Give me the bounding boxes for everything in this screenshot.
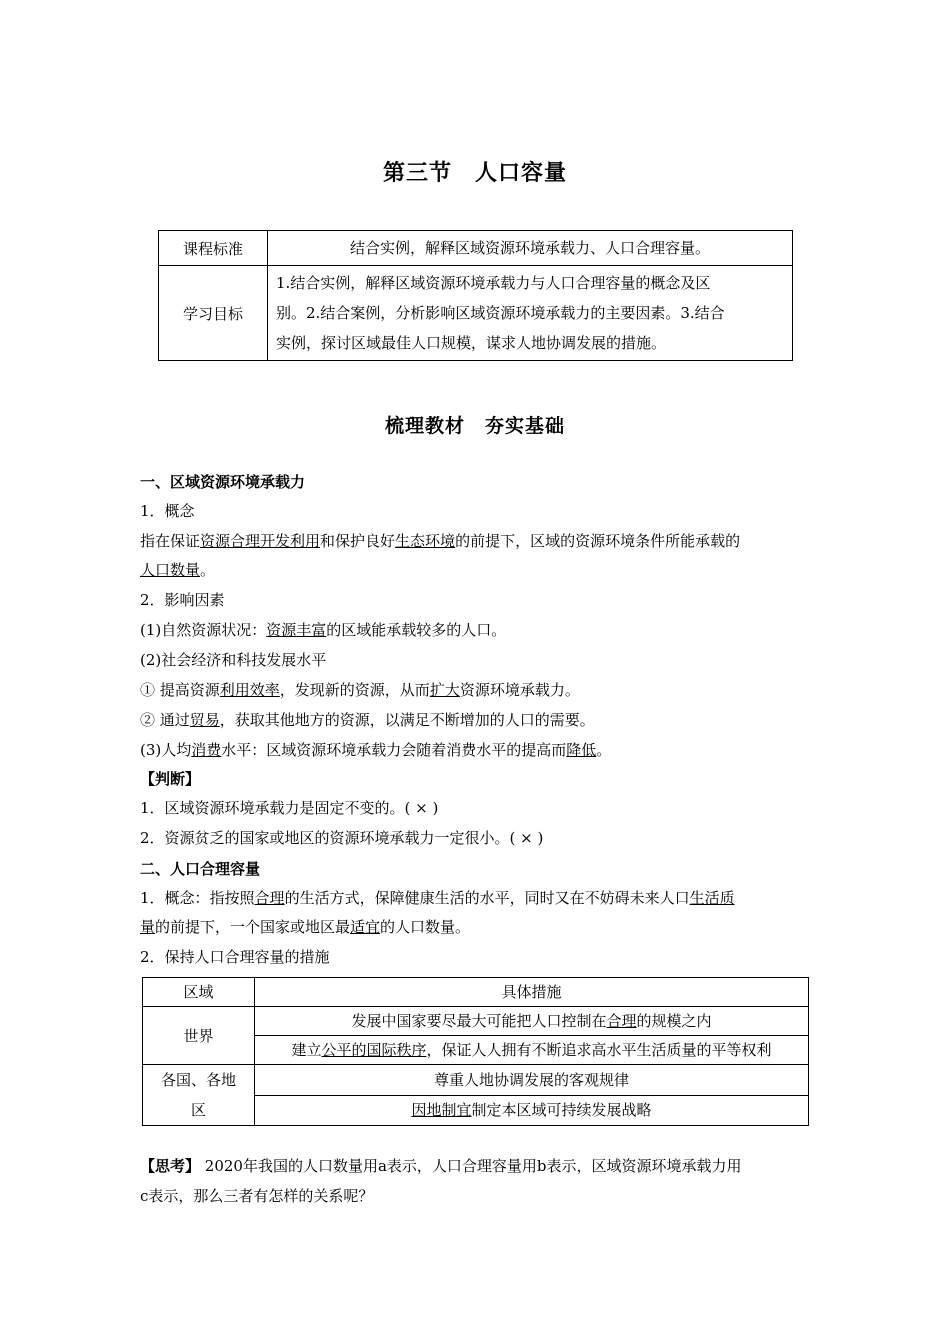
goals-value <box>268 266 793 361</box>
measure-cell <box>255 1007 809 1036</box>
text: ② 通过 <box>140 711 190 729</box>
answer-blank: 适宜 <box>350 918 381 936</box>
table-row <box>143 978 809 1007</box>
text: ，发现新的资源，从而 <box>279 681 430 699</box>
answer-blank: 降低 <box>566 741 597 759</box>
answer-blank: 因地制宜 <box>411 1101 472 1120</box>
text: 和保护良好 <box>320 532 396 550</box>
think-line-1 <box>140 1152 812 1181</box>
answer-blank: 生活质 <box>689 889 735 907</box>
text: (3)人均 <box>140 741 192 759</box>
answer-blank: 生态环境 <box>395 532 456 550</box>
text: 的规模之内 <box>636 1012 712 1030</box>
text: 的人口数量。 <box>380 918 471 936</box>
text: 的区域能承载较多的人口。 <box>326 621 507 639</box>
text: ① 提高资源 <box>140 681 220 699</box>
text: 。 <box>596 741 612 759</box>
text: 制定本区域可持续发展战略 <box>471 1101 652 1120</box>
header-measures: 具体措施 <box>255 978 809 1007</box>
measure-cell <box>255 1036 809 1065</box>
text: 资源环境承载力。 <box>459 681 580 699</box>
answer-blank: 合理 <box>254 889 285 907</box>
answer-blank: 贸易 <box>189 711 220 729</box>
measures-table <box>142 977 809 1126</box>
factor-consumption <box>140 736 812 765</box>
answer-blank: 资源丰富 <box>266 621 327 639</box>
goals-line: 别。2.结合案例，分析影响区域资源环境承载力的主要因素。3.结合 <box>276 304 725 322</box>
measure-cell: 尊重人地协调发展的客观规律 <box>255 1065 809 1096</box>
goals-line: 实例，探讨区域最佳人口规模，谋求人地协调发展的措施。 <box>276 334 667 352</box>
text: ，保证人人拥有不断追求高水平生活质量的平等权利 <box>426 1041 772 1059</box>
standards-label: 课程标准 <box>159 231 268 266</box>
factor-social-b <box>140 706 812 735</box>
capacity-concept-1 <box>140 884 812 913</box>
text: 指在保证 <box>140 532 201 550</box>
think-label: 【思考】 <box>140 1157 201 1175</box>
goals-label: 学习目标 <box>159 266 268 361</box>
text: 各国、各地 <box>160 1071 236 1089</box>
table-row <box>143 1065 809 1096</box>
judge-item: 1．区域资源环境承载力是固定不变的。( × ) <box>140 799 439 817</box>
answer-blank: 合理 <box>606 1012 637 1030</box>
text: 的前提下，一个国家或地区最 <box>155 918 351 936</box>
concept-line-1 <box>140 527 812 556</box>
factors-label: 2．影响因素 <box>140 591 225 609</box>
text: 2020年我国的人口数量用a表示，人口合理容量用b表示，区域资源环境承载力用 <box>204 1157 742 1175</box>
region-world: 世界 <box>143 1007 255 1065</box>
measures-label: 2．保持人口合理容量的措施 <box>140 948 330 966</box>
text: (1)自然资源状况： <box>140 621 267 639</box>
answer-blank: 量 <box>140 918 156 936</box>
text: 1．概念：指按照 <box>140 889 255 907</box>
judge-item: 2．资源贫乏的国家或地区的资源环境承载力一定很小。( × ) <box>140 829 544 847</box>
part1-heading: 一、区域资源环境承载力 <box>140 473 306 491</box>
text: 区 <box>190 1101 206 1119</box>
answer-blank: 利用效率 <box>219 681 280 699</box>
factor-social: (2)社会经济和科技发展水平 <box>140 651 327 669</box>
text: 水平：区域资源环境承载力会随着消费水平的提高而 <box>221 741 567 759</box>
factor-social-a <box>140 676 812 705</box>
think-line-2: c表示，那么三者有怎样的关系呢？ <box>140 1187 374 1205</box>
section-title: 梳理教材 夯实基础 <box>384 415 565 437</box>
page-title: 第三节 人口容量 <box>382 161 567 186</box>
part2-heading: 二、人口合理容量 <box>140 860 261 878</box>
header-region: 区域 <box>143 978 255 1007</box>
text: 的生活方式，保障健康生活的水平，同时又在不妨碍未来人口 <box>284 889 690 907</box>
curriculum-table <box>158 230 793 361</box>
factor-natural <box>140 616 812 645</box>
region-local <box>143 1065 255 1126</box>
answer-blank: 消费 <box>191 741 222 759</box>
standards-value: 结合实例，解释区域资源环境承载力、人口合理容量。 <box>268 231 793 266</box>
goals-line: 1.结合实例，解释区域资源环境承载力与人口合理容量的概念及区 <box>276 274 711 292</box>
table-row <box>143 1007 809 1036</box>
concept-line-2 <box>140 556 812 585</box>
judge-label: 【判断】 <box>140 770 201 788</box>
text: 建立 <box>291 1041 322 1059</box>
text: 发展中国家要尽最大可能把人口控制在 <box>351 1012 607 1030</box>
answer-blank: 资源合理开发利用 <box>200 532 321 550</box>
answer-blank: 扩大 <box>429 681 460 699</box>
capacity-concept-2 <box>140 913 812 942</box>
text: 。 <box>200 561 216 579</box>
measure-cell <box>255 1095 809 1126</box>
text: ，获取其他地方的资源，以满足不断增加的人口的需要。 <box>219 711 595 729</box>
text: 的前提下，区域的资源环境条件所能承载的 <box>455 532 741 550</box>
concept-label: 1．概念 <box>140 502 195 520</box>
answer-blank: 公平的国际秩序 <box>321 1041 427 1059</box>
answer-blank: 人口数量 <box>140 561 201 579</box>
table-row <box>159 231 793 266</box>
table-row <box>159 266 793 361</box>
